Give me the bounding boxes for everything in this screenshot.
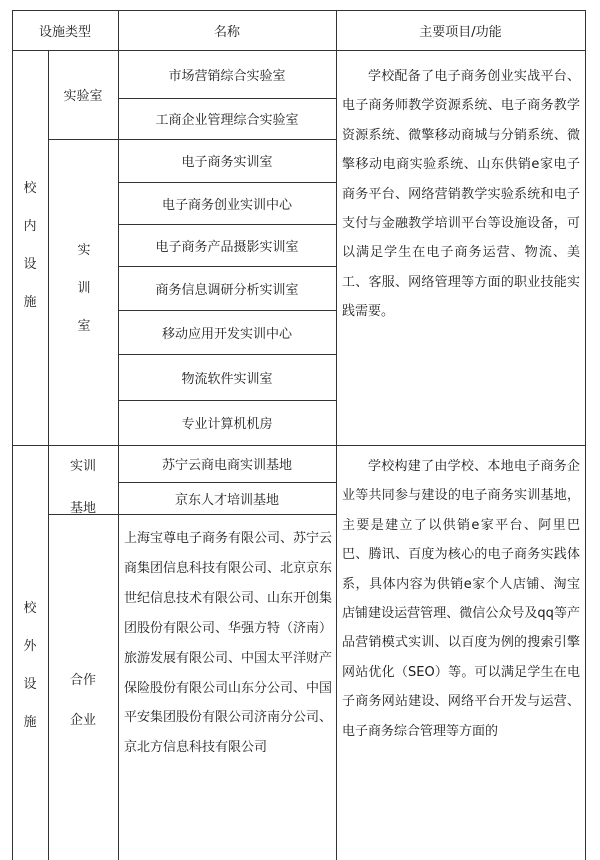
inside-description: 学校配备了电子商务创业实战平台、电子商务师教学资源系统、电子商务教学资源系统、微擎移动商城与分销系统、微擎移动电商实验系统、山东供销e家电子商务平台、网络营销教学实验系统和电子支付与金融教学培训平台等设施设备，可以满足学生在电子商务运营、物流、美工、客服、网络管理等方面的职业技能实践需要。 — [342, 69, 580, 320]
training-item: 物流软件实训室 — [181, 371, 273, 387]
lab-item: 市场营销综合实验室 — [168, 68, 286, 84]
training-item: 移动应用开发实训中心 — [161, 326, 292, 342]
header-name: 名称 — [213, 24, 240, 40]
training-item: 电子商务产品摄影实训室 — [155, 239, 299, 255]
base-item: 京东人才培训基地 — [174, 492, 279, 508]
label-training-room: 实 训 室 — [77, 243, 91, 334]
label-campus-outside: 校 外 设 施 — [23, 601, 37, 730]
base-item: 苏宁云商电商实训基地 — [161, 458, 292, 473]
label-base-bottom: 基地 — [69, 500, 96, 516]
rule-col-func — [336, 10, 337, 860]
training-item: 专业计算机机房 — [181, 417, 273, 432]
training-item: 电子商务创业实训中心 — [161, 197, 292, 213]
label-lab: 实验室 — [63, 89, 103, 104]
label-enterprise-bottom: 企业 — [69, 712, 96, 728]
label-enterprise-top: 合作 — [69, 672, 96, 688]
header-facility-type: 设施类型 — [38, 24, 91, 40]
label-base-top: 实训 — [69, 458, 96, 474]
rule-right — [585, 10, 586, 860]
label-campus-inside: 校 内 设 施 — [23, 181, 37, 310]
enterprise-list: 上海宝尊电子商务有限公司、苏宁云商集团信息科技有限公司、北京京东世纪信息技术有限公司、山东开创集团股份有限公司、华强方特（济南）旅游发展有限公司、中国太平洋财产保险股份有限公司山东分公司、中国平安集团股份有限公司济南分公司、京北方信息科技有限公司 — [124, 531, 332, 756]
training-item: 电子商务实训室 — [181, 155, 273, 170]
lab-item: 工商企业管理综合实验室 — [155, 113, 299, 128]
training-item: 商务信息调研分析实训室 — [155, 282, 299, 298]
header-function: 主要项目/功能 — [419, 24, 502, 40]
outside-description: 学校构建了由学校、本地电子商务企业等共同参与建设的电子商务实训基地，主要是建立了以供销e家平台、阿里巴巴、腾讯、百度为核心的电子商务实践体系，具体内容为供销e家个人店铺、淘宝店铺建设运营管理、微信公众号及qq等产品营销模式实训、以百度为例的搜索引擎网站优化（SEO）等。可以满足学生在电子商务网站建设、网络平台开发与运营、电子商务综合管理等方面的 — [342, 459, 580, 739]
